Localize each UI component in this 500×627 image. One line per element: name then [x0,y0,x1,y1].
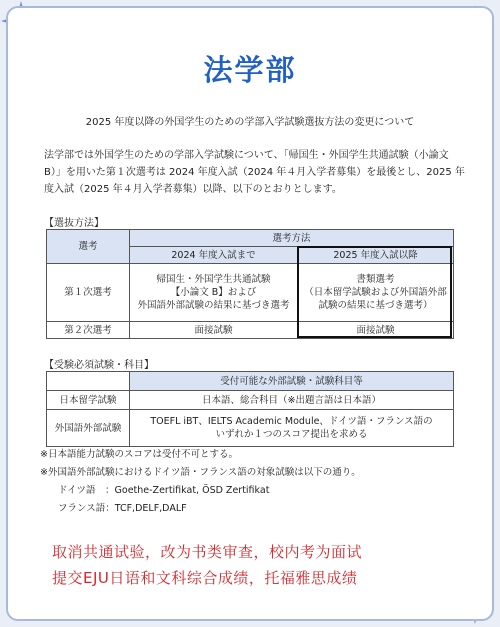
row-second-stage-label: 第２次選考 [47,322,130,339]
page-title: 法学部 [203,53,297,87]
cell-line: 書類選考 [356,274,395,285]
cell-line: 帰国生・外国学生共通試験 [156,274,271,285]
col-stage-header: 選考 [47,230,130,264]
row-second-stage-old: 面接試験 [130,322,298,339]
row-eju-label: 日本留学試験 [47,391,130,410]
cell-line: TOEFL iBT、IELTS Academic Module、ドイツ語・フランス語の [150,416,433,427]
row-first-stage-label: 第１次選考 [47,264,130,322]
note-foreign-exam: ※外国語外部試験におけるドイツ語・フランス語の対象試験は以下の通り。 [40,467,361,478]
row-foreign-exam-label: 外国語外部試験 [47,410,130,447]
note-french: フランス語：TCF,DELF,DALF [58,503,187,514]
annotation-line-2: 提交EJU日语和文科综合成绩，托福雅思成绩 [52,569,358,587]
selection-table [46,229,454,339]
row-first-stage-old [130,264,298,322]
document-subtitle: 2025 年度以降の外国学生のための学部入学試験選抜方法の変更について [85,117,415,128]
col-method-header: 選考方法 [130,230,454,247]
row-foreign-exam-value [130,410,454,447]
exams-heading: 【受験必須試験・科目】 [44,360,154,371]
cell-line: いずれか１つのスコア提出を求める [215,429,368,440]
cell-line: 外国語外部試験の結果に基づき選考 [137,300,290,311]
note-german: ドイツ語 ：Goethe-Zertifikat, ÖSD Zertifikat [58,485,270,496]
row-eju-value: 日本語、総合科目（※出題言語は日本語） [130,391,454,410]
intro-paragraph: 法学部では外国学生のための学部入学試験について、「帰国生・外国学生共通試験（小論文 B）」を用いた第１次選考は 2024 年度入試（2024 年４月入学者募集）を最後とし、2025 年度入試（2025 年４月入学者募集）以降、以下のとおりとします。 [44,150,465,195]
note-jlpt: ※日本語能力試験のスコアは受付不可とする。 [40,449,238,460]
cell-line: 試験の結果に基づき選考） [318,300,433,311]
annotation-line-1: 取消共通试验，改为书类审查，校内考为面试 [52,543,363,561]
row-second-stage-new: 面接試験 [298,322,454,339]
cell-line: （日本留学試験および外国語外部 [304,287,447,298]
exams-blank-header [47,372,130,391]
exams-col-header: 受付可能な外部試験・試験科目等 [130,372,454,391]
cell-line: 【小論文 B】および [170,287,257,298]
row-first-stage-new [298,264,454,322]
exams-table [46,371,454,447]
selection-heading: 【選抜方法】 [44,218,104,229]
col-until-2024-header: 2024 年度入試まで [130,247,298,264]
col-from-2025-header: 2025 年度入試以降 [298,247,454,264]
